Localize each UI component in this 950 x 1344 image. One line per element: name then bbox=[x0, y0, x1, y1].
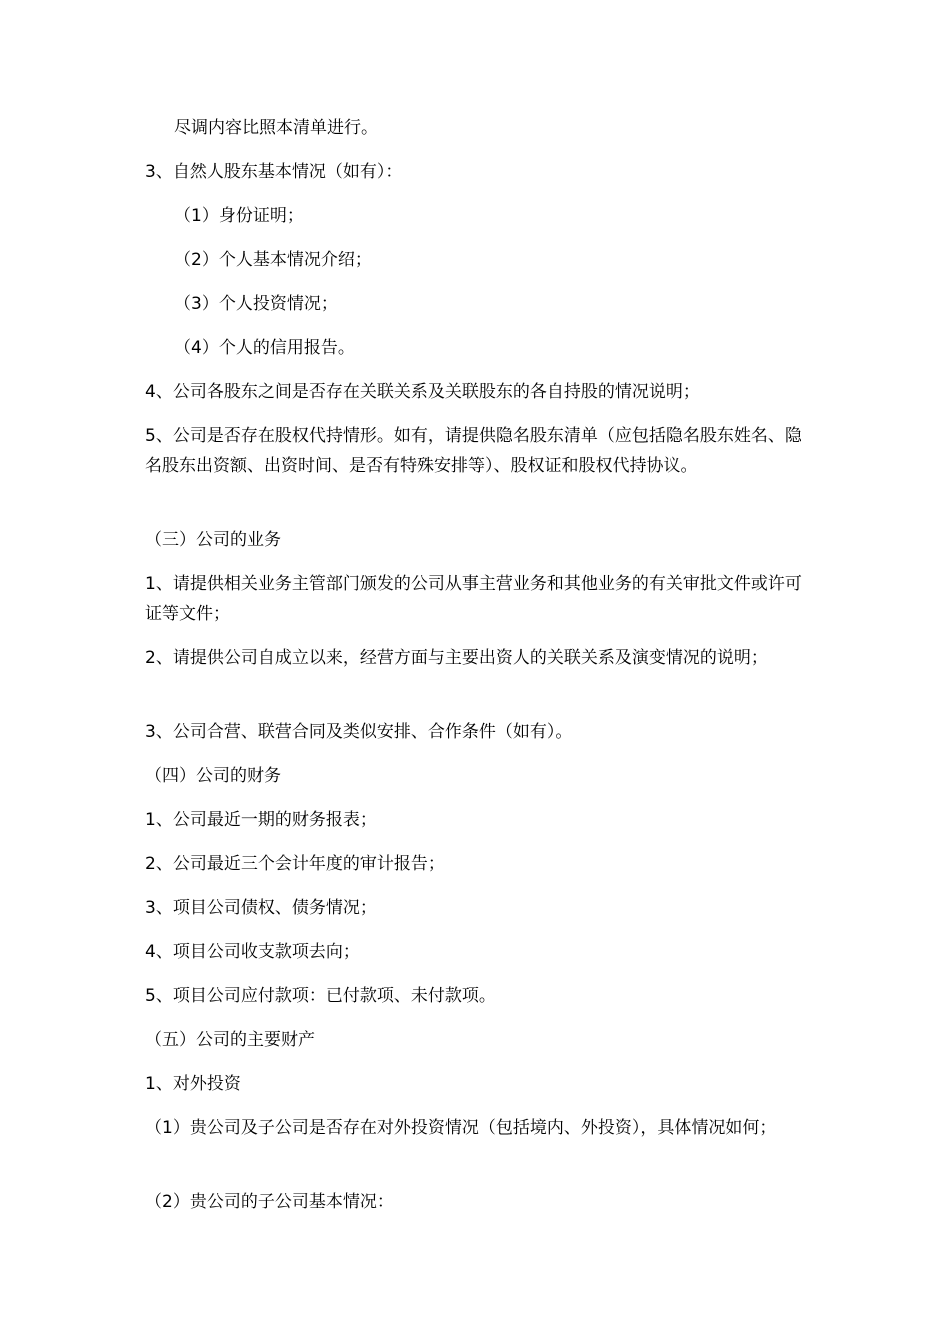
paragraph-credit-report: （4）个人的信用报告。 bbox=[174, 338, 355, 358]
paragraph-business-permits: 1、请提供相关业务主管部门颁发的公司从事主营业务和其他业务的有关审批文件或许可证等文件； bbox=[145, 574, 802, 624]
paragraph-audit-reports: 2、公司最近三个会计年度的审计报告； bbox=[145, 854, 445, 874]
section-heading-finance: （四）公司的财务 bbox=[145, 766, 281, 786]
paragraph-investment-details: （1）贵公司及子公司是否存在对外投资情况（包括境内、外投资），具体情况如何； bbox=[145, 1118, 777, 1138]
paragraph-personal-info: （2）个人基本情况介绍； bbox=[174, 250, 372, 270]
paragraph-subsidiaries: （2）贵公司的子公司基本情况： bbox=[145, 1192, 394, 1212]
section-heading-business: （三）公司的业务 bbox=[145, 530, 281, 550]
paragraph-related-parties: 4、公司各股东之间是否存在关联关系及关联股东的各自持股的情况说明； bbox=[145, 382, 700, 402]
paragraph-payables: 5、项目公司应付款项：已付款项、未付款项。 bbox=[145, 986, 496, 1006]
paragraph-natural-person-shareholders: 3、自然人股东基本情况（如有）： bbox=[145, 162, 403, 182]
paragraph-id-proof: （1）身份证明； bbox=[174, 206, 304, 226]
paragraph-external-investment: 1、对外投资 bbox=[145, 1074, 241, 1094]
section-heading-assets: （五）公司的主要财产 bbox=[145, 1030, 315, 1050]
paragraph-personal-investment: （3）个人投资情况； bbox=[174, 294, 338, 314]
paragraph-joint-ventures: 3、公司合营、联营合同及类似安排、合作条件（如有）。 bbox=[145, 722, 573, 742]
paragraph-business-relations: 2、请提供公司自成立以来，经营方面与主要出资人的关联关系及演变情况的说明； bbox=[145, 648, 768, 668]
paragraph-nominee-holding: 5、公司是否存在股权代持情形。如有，请提供隐名股东清单（应包括隐名股东姓名、隐名股东出资额、出资时间、是否有特殊安排等）、股权证和股权代持协议。 bbox=[145, 426, 802, 476]
paragraph-debts: 3、项目公司债权、债务情况； bbox=[145, 898, 377, 918]
paragraph-cash-flow: 4、项目公司收支款项去向； bbox=[145, 942, 360, 962]
paragraph-continuation: 尽调内容比照本清单进行。 bbox=[174, 118, 378, 138]
paragraph-financial-statements: 1、公司最近一期的财务报表； bbox=[145, 810, 377, 830]
